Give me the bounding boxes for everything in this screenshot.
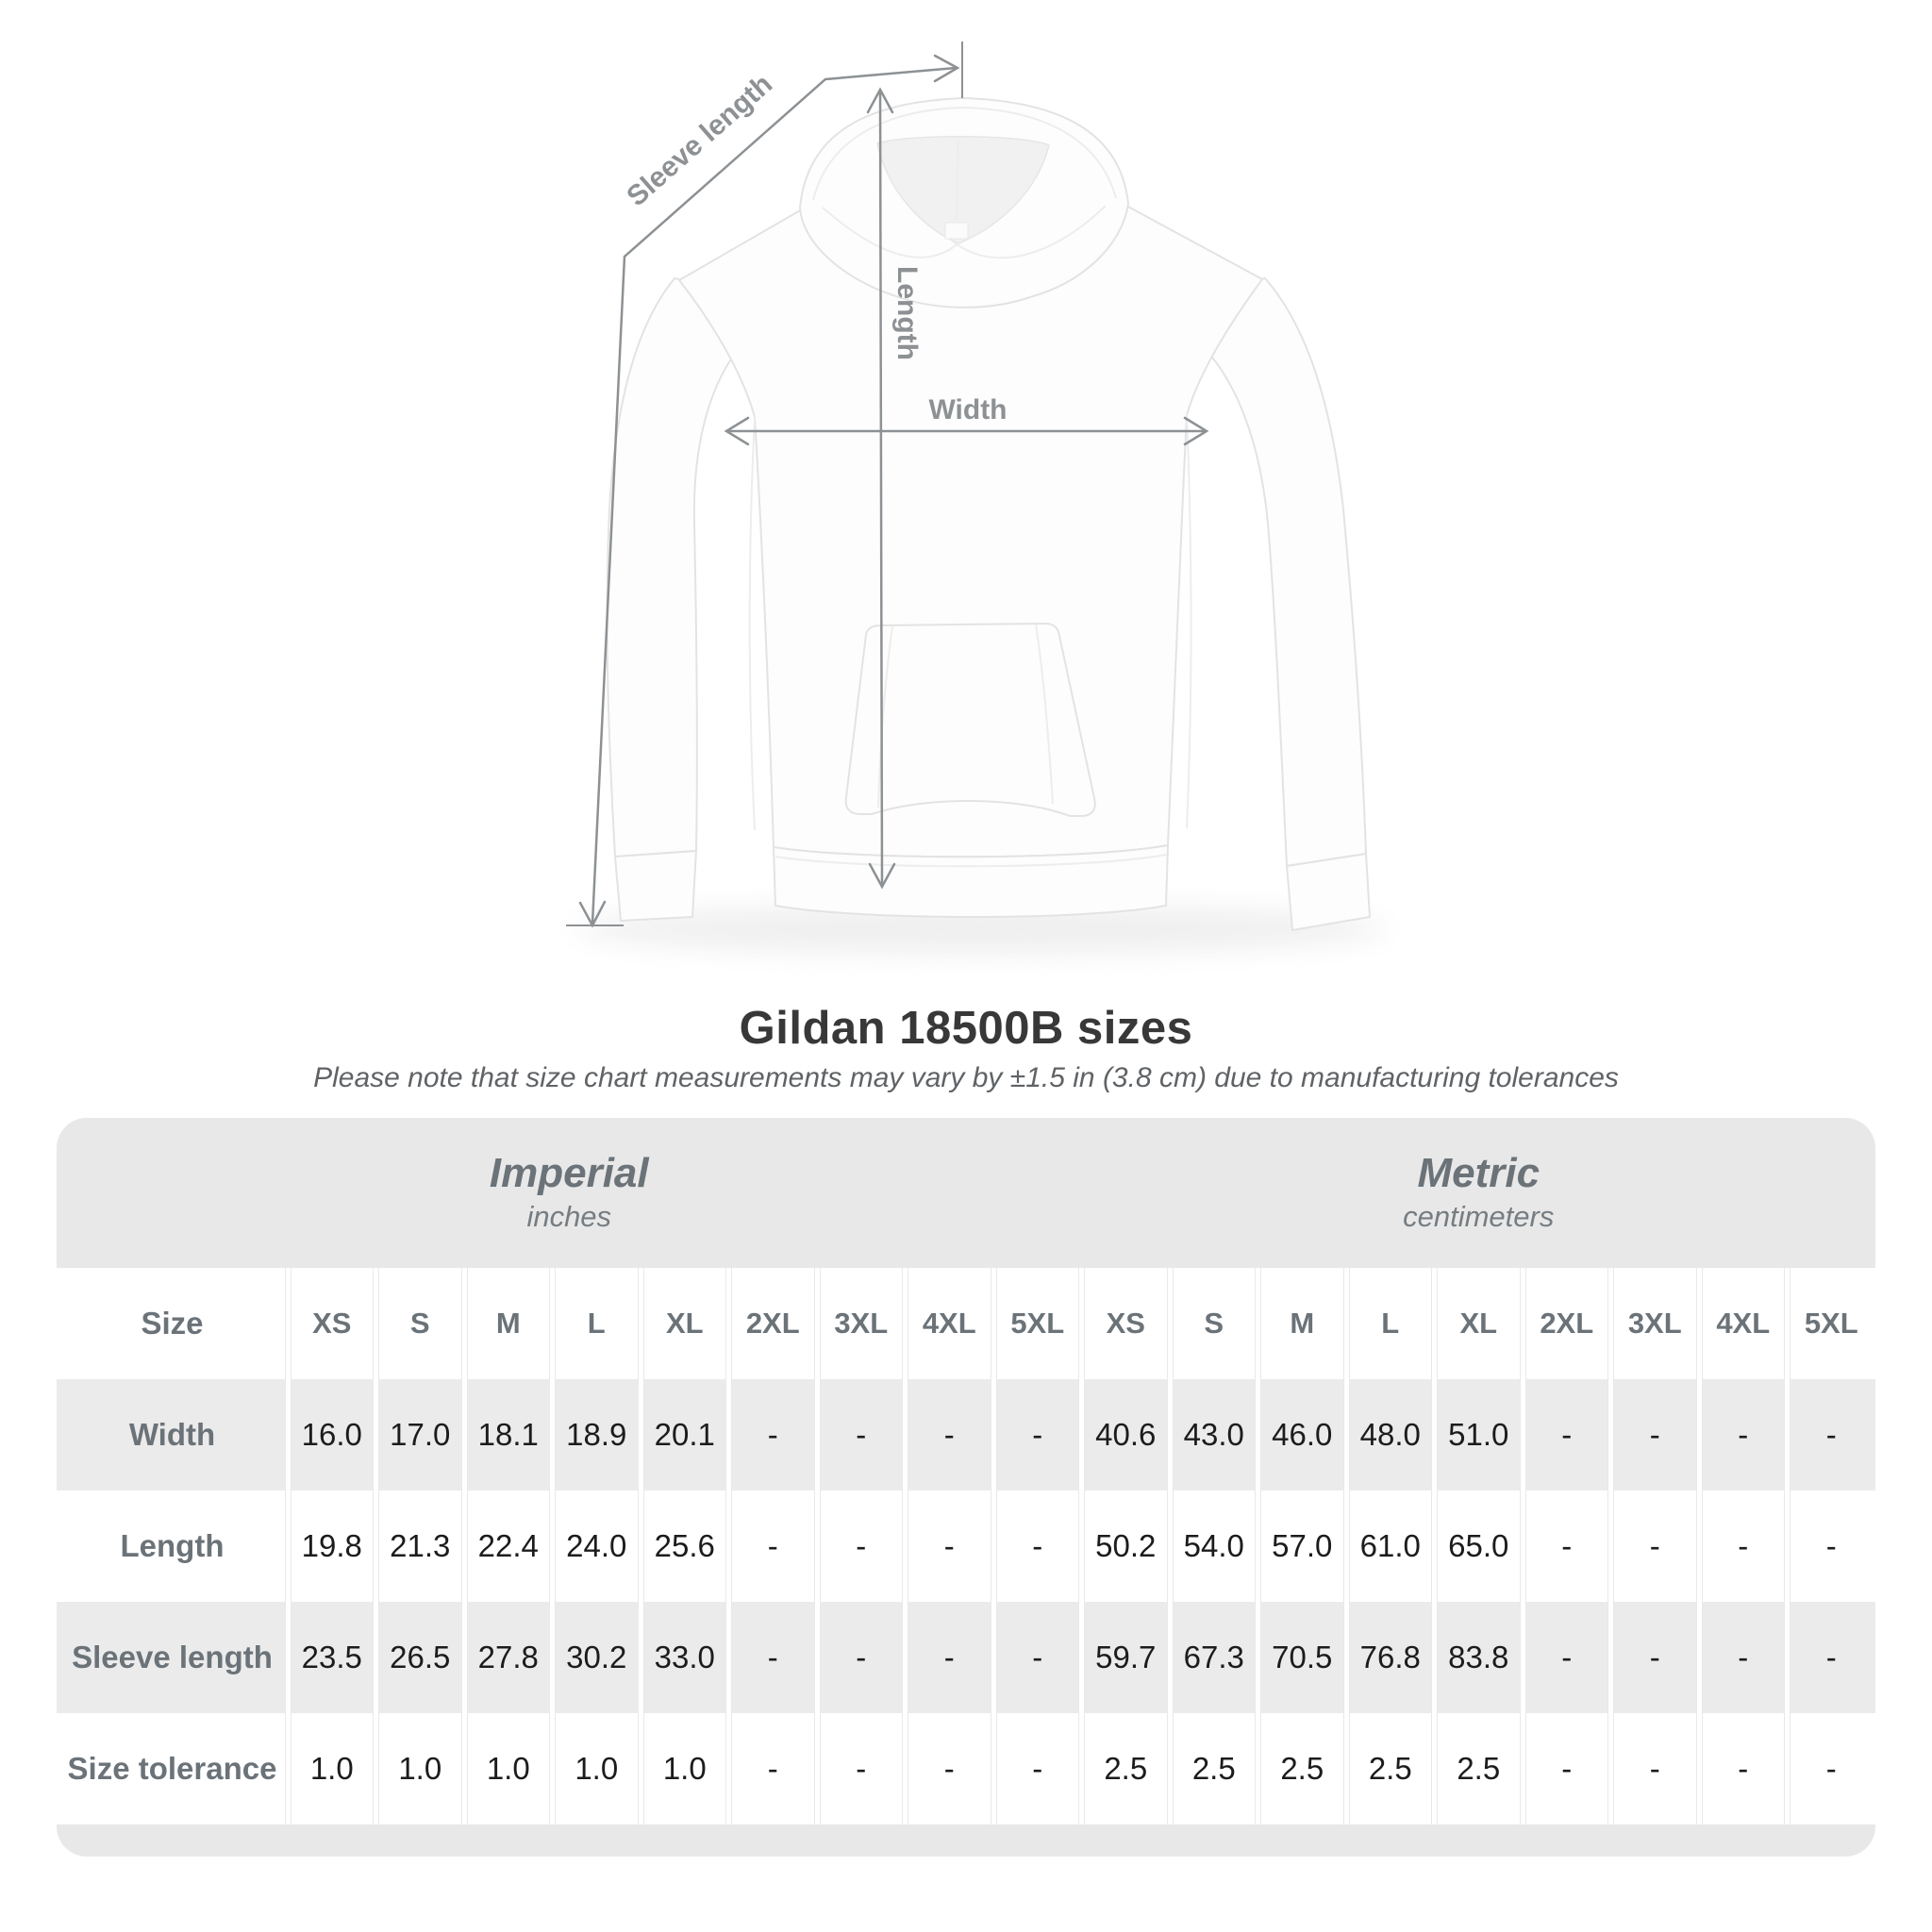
measurement-cell: - bbox=[1561, 1751, 1573, 1786]
column-divider bbox=[1784, 1268, 1790, 1824]
measurement-cell: - bbox=[1649, 1417, 1660, 1452]
row-label: Sleeve length bbox=[72, 1640, 273, 1674]
size-col-header: M bbox=[495, 1307, 521, 1340]
length-label: Length bbox=[891, 266, 923, 360]
size-col-header: 3XL bbox=[834, 1307, 889, 1340]
measurement-cell: - bbox=[1561, 1640, 1573, 1674]
size-col-header: XL bbox=[665, 1307, 704, 1340]
column-divider bbox=[1607, 1268, 1614, 1824]
right-armhole-seam bbox=[1187, 415, 1191, 828]
column-divider bbox=[638, 1268, 644, 1824]
measurement-cell: - bbox=[767, 1751, 778, 1786]
measurement-cell: - bbox=[1649, 1640, 1660, 1674]
measurement-cell: - bbox=[1825, 1417, 1837, 1452]
imperial-group-header bbox=[57, 1118, 1082, 1268]
measurement-cell: - bbox=[1561, 1417, 1573, 1452]
size-col-header: S bbox=[1204, 1307, 1224, 1340]
measurement-cell: 2.5 bbox=[1280, 1751, 1324, 1786]
metric-group-name: Metric bbox=[1417, 1150, 1541, 1197]
measurement-cell: 2.5 bbox=[1368, 1751, 1412, 1786]
column-divider bbox=[902, 1268, 908, 1824]
measurement-cell: 18.9 bbox=[566, 1417, 627, 1452]
size-col-header: L bbox=[587, 1307, 606, 1340]
size-col-header: 5XL bbox=[1010, 1307, 1065, 1340]
measurement-cell: 61.0 bbox=[1359, 1528, 1421, 1563]
measurement-cell: - bbox=[767, 1417, 778, 1452]
table-row bbox=[57, 1602, 1875, 1713]
column-divider bbox=[1431, 1268, 1438, 1824]
measurement-cell: 40.6 bbox=[1095, 1417, 1157, 1452]
measurement-cell: 25.6 bbox=[654, 1528, 715, 1563]
measurement-cell: 2.5 bbox=[1191, 1751, 1236, 1786]
measurement-cell: - bbox=[1825, 1528, 1837, 1563]
hoodie-right-cuff bbox=[1287, 854, 1370, 930]
column-divider bbox=[1078, 1268, 1085, 1824]
measurement-cell: 1.0 bbox=[309, 1751, 354, 1786]
measurement-cell: - bbox=[1561, 1528, 1573, 1563]
row-label: Width bbox=[128, 1417, 216, 1452]
measurement-cell: 24.0 bbox=[566, 1528, 627, 1563]
measurement-cell: 65.0 bbox=[1448, 1528, 1509, 1563]
measurement-cell: - bbox=[1825, 1751, 1837, 1786]
measurement-cell: 70.5 bbox=[1272, 1640, 1333, 1674]
size-col-header: XS bbox=[312, 1307, 352, 1340]
measurement-cell: 2.5 bbox=[1104, 1751, 1148, 1786]
size-col-header: XL bbox=[1459, 1307, 1498, 1340]
hoodie-left-cuff bbox=[615, 851, 696, 921]
column-divider bbox=[373, 1268, 379, 1824]
size-col-header: 4XL bbox=[922, 1307, 976, 1340]
size-col-header: S bbox=[409, 1307, 430, 1340]
size-corner-label: Size bbox=[141, 1306, 204, 1341]
measurement-cell: - bbox=[1649, 1528, 1660, 1563]
measurement-cell: 17.0 bbox=[390, 1417, 451, 1452]
size-col-header: XS bbox=[1106, 1307, 1145, 1340]
measurement-cell: 50.2 bbox=[1095, 1528, 1157, 1563]
measurement-cell: - bbox=[1738, 1417, 1749, 1452]
measurement-cell: - bbox=[856, 1751, 867, 1786]
column-divider bbox=[1520, 1268, 1526, 1824]
table-footer bbox=[57, 1824, 1875, 1857]
measurement-cell: 43.0 bbox=[1183, 1417, 1244, 1452]
measurement-cell: - bbox=[1032, 1751, 1043, 1786]
measurement-cell: - bbox=[856, 1528, 867, 1563]
measurement-cell: 46.0 bbox=[1272, 1417, 1333, 1452]
measurement-cell: 67.3 bbox=[1183, 1640, 1244, 1674]
hoodie-waistband bbox=[774, 845, 1168, 917]
measurement-cell: - bbox=[1032, 1417, 1043, 1452]
column-divider bbox=[725, 1268, 732, 1824]
column-divider bbox=[814, 1268, 821, 1824]
measurement-cell: 30.2 bbox=[566, 1640, 627, 1674]
measurement-cell: 23.5 bbox=[301, 1640, 362, 1674]
measurement-cell: 1.0 bbox=[575, 1751, 619, 1786]
measurement-cell: - bbox=[1032, 1528, 1043, 1563]
size-col-header: 2XL bbox=[745, 1307, 800, 1340]
size-col-header: 4XL bbox=[1716, 1307, 1771, 1340]
column-divider bbox=[1343, 1268, 1350, 1824]
measurement-cell: 76.8 bbox=[1359, 1640, 1421, 1674]
size-col-header: 2XL bbox=[1540, 1307, 1594, 1340]
hoodie-right-sleeve bbox=[1187, 278, 1366, 866]
column-divider bbox=[461, 1268, 468, 1824]
measurement-cell: 1.0 bbox=[662, 1751, 707, 1786]
sleeve-length-label: Sleeve length bbox=[621, 68, 779, 213]
column-divider bbox=[549, 1268, 556, 1824]
column-divider bbox=[1167, 1268, 1174, 1824]
measurement-cell: 2.5 bbox=[1457, 1751, 1501, 1786]
measurement-cell: 1.0 bbox=[486, 1751, 530, 1786]
measurement-cell: - bbox=[1738, 1640, 1749, 1674]
left-armhole-seam bbox=[750, 417, 755, 830]
size-header-row bbox=[57, 1268, 1875, 1379]
metric-group-header bbox=[1082, 1118, 1876, 1268]
column-divider bbox=[1696, 1268, 1703, 1824]
size-col-header: M bbox=[1290, 1307, 1315, 1340]
measurement-cell: - bbox=[1649, 1751, 1660, 1786]
size-table bbox=[57, 1118, 1875, 1857]
table-row bbox=[57, 1713, 1875, 1824]
tolerance-note: Please note that size chart measurements may vary by ±1.5 in (3.8 cm) due to manufacturing tolerances bbox=[313, 1062, 1619, 1093]
measurement-cell: - bbox=[943, 1417, 955, 1452]
measurement-cell: - bbox=[1032, 1640, 1043, 1674]
column-divider bbox=[991, 1268, 997, 1824]
measurement-cell: - bbox=[1738, 1751, 1749, 1786]
imperial-group-name: Imperial bbox=[489, 1150, 649, 1197]
measurement-cell: 22.4 bbox=[477, 1528, 539, 1563]
measurement-cell: 59.7 bbox=[1095, 1640, 1157, 1674]
measurement-cell: - bbox=[943, 1528, 955, 1563]
measurement-cell: - bbox=[856, 1640, 867, 1674]
measurement-cell: 20.1 bbox=[654, 1417, 715, 1452]
size-col-header: 5XL bbox=[1804, 1307, 1858, 1340]
width-label: Width bbox=[928, 394, 1008, 425]
imperial-group-unit: inches bbox=[526, 1199, 612, 1233]
size-col-header: 3XL bbox=[1627, 1307, 1682, 1340]
measurement-cell: 19.8 bbox=[301, 1528, 362, 1563]
measurement-cell: 57.0 bbox=[1272, 1528, 1333, 1563]
measurement-cell: 1.0 bbox=[398, 1751, 442, 1786]
column-divider bbox=[285, 1268, 291, 1824]
table-body bbox=[57, 1379, 1875, 1824]
table-row bbox=[57, 1491, 1875, 1602]
measurement-cell: - bbox=[767, 1528, 778, 1563]
measurement-cell: - bbox=[943, 1751, 955, 1786]
measurement-cell: - bbox=[1825, 1640, 1837, 1674]
measurement-cell: 51.0 bbox=[1448, 1417, 1509, 1452]
row-label: Size tolerance bbox=[67, 1751, 277, 1786]
size-col-header: L bbox=[1381, 1307, 1400, 1340]
measurement-cell: 16.0 bbox=[301, 1417, 362, 1452]
measurement-cell: - bbox=[943, 1640, 955, 1674]
metric-group-unit: centimeters bbox=[1403, 1199, 1555, 1233]
measurement-cell: 18.1 bbox=[477, 1417, 539, 1452]
measurement-cell: 26.5 bbox=[390, 1640, 451, 1674]
measurement-cell: 21.3 bbox=[390, 1528, 451, 1563]
measurement-cell: 27.8 bbox=[477, 1640, 539, 1674]
page-title: Gildan 18500B sizes bbox=[739, 1003, 1193, 1054]
measurement-cell: 54.0 bbox=[1183, 1528, 1244, 1563]
hoodie-left-sleeve bbox=[608, 278, 755, 857]
unit-band bbox=[57, 1118, 1875, 1268]
measurement-cell: - bbox=[1738, 1528, 1749, 1563]
measurement-cell: - bbox=[856, 1417, 867, 1452]
table-row bbox=[57, 1379, 1875, 1491]
column-divider bbox=[1255, 1268, 1261, 1824]
measurement-cell: - bbox=[767, 1640, 778, 1674]
hood-neck-tag bbox=[945, 223, 968, 239]
measurement-cell: 48.0 bbox=[1359, 1417, 1421, 1452]
measurement-cell: 33.0 bbox=[654, 1640, 715, 1674]
measurement-cell: 83.8 bbox=[1448, 1640, 1509, 1674]
row-label: Length bbox=[120, 1528, 225, 1563]
